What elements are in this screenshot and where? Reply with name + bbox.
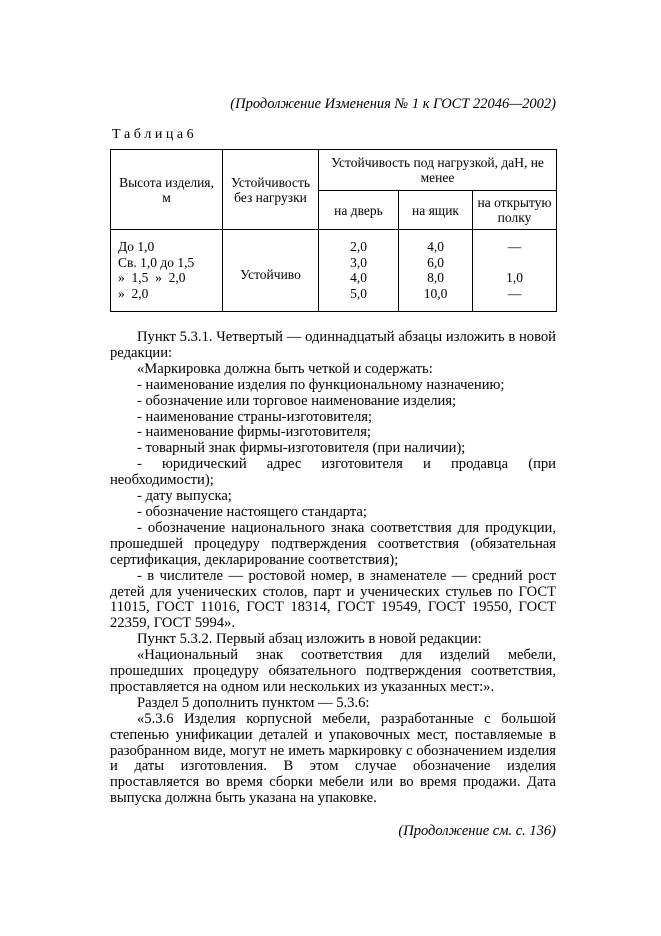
table-row xyxy=(111,255,557,271)
cell-drawer: 4,0 xyxy=(399,230,473,255)
cell-shelf: — xyxy=(473,286,557,312)
cell-height: » 1,5 » 2,0 xyxy=(111,270,223,286)
cell-drawer: 6,0 xyxy=(399,255,473,271)
body-paragraph: - в числителе — ростовой номер, в знаменателе — средний рост детей для ученических столов, парт и ученических стульев по ГОСТ 11015, ГОСТ 11016, ГОСТ 18314, ГОСТ 19549, ГОСТ 19550, ГОСТ 22359, ГОСТ 5994». xyxy=(110,567,556,632)
cell-door: 4,0 xyxy=(319,270,399,286)
cell-door: 2,0 xyxy=(319,230,399,255)
body-paragraph: - обозначение настоящего стандарта; xyxy=(137,503,367,520)
col-header-no-load: Устойчивость без нагрузки xyxy=(223,150,319,230)
cell-height: Св. 1,0 до 1,5 xyxy=(111,255,223,271)
table-6 xyxy=(110,149,557,312)
cell-door: 5,0 xyxy=(319,286,399,312)
cell-stability: Устойчиво xyxy=(223,230,319,312)
body-paragraph: - наименование фирмы-изготовителя; xyxy=(137,424,371,441)
body-paragraph: Пункт 5.3.2. Первый абзац изложить в новой редакции: xyxy=(137,631,482,648)
body-paragraph: - наименование страны-изготовителя; xyxy=(137,408,373,425)
col-header-load-group: Устойчивость под нагрузкой, даН, не менее xyxy=(319,150,557,191)
cell-door: 3,0 xyxy=(319,255,399,271)
body-paragraph: «5.3.6 Изделия корпусной мебели, разработанные с большой степенью унификации деталей и упаковочных мест, поставляемые в разобранном виде, могут не иметь маркировку с обозначением изделия и даты изготовления. В этом случае обозначение изделия проставляется во время сборки мебели или во время продажи. Дата выпуска должна быть указана на упаковке. xyxy=(110,710,556,807)
table-caption: Т а б л и ц а 6 xyxy=(112,127,194,142)
cell-drawer: 10,0 xyxy=(399,286,473,312)
col-header-door: на дверь xyxy=(319,191,399,230)
col-header-height: Высота изделия, м xyxy=(111,150,223,230)
cell-drawer: 8,0 xyxy=(399,270,473,286)
body-text xyxy=(110,330,556,807)
continuation-footer: (Продолжение см. с. 136) xyxy=(398,823,556,840)
continuation-header: (Продолжение Изменения № 1 к ГОСТ 22046—2002) xyxy=(230,96,556,112)
cell-shelf: 1,0 xyxy=(473,270,557,286)
col-header-drawer: на ящик xyxy=(399,191,473,230)
cell-shelf: — xyxy=(473,230,557,255)
col-header-open-shelf: на открытую полку xyxy=(473,191,557,230)
body-paragraph: - наименование изделия по функциональному назначению; xyxy=(137,376,505,393)
body-paragraph: Пункт 5.3.1. Четвертый — одиннадцатый абзацы изложить в новой редакции: xyxy=(110,329,556,361)
cell-shelf xyxy=(473,255,557,271)
body-paragraph: - обозначение национального знака соответствия для продукции, прошедшей процедуру подтверждения соответствия (обязательная сертификация, декларирование соответствия); xyxy=(110,519,556,568)
body-paragraph: «Национальный знак соответствия для изделий мебели, прошедших процедуру обязательного подтверждения соответствия, проставляется на одном или нескольких из указанных мест:». xyxy=(110,647,556,695)
page-content xyxy=(110,96,556,855)
body-paragraph: - товарный знак фирмы-изготовителя (при наличии); xyxy=(137,440,466,457)
body-paragraph: Раздел 5 дополнить пунктом — 5.3.6: xyxy=(137,694,370,711)
table-row xyxy=(111,286,557,312)
cell-height: До 1,0 xyxy=(111,230,223,255)
cell-height: » 2,0 xyxy=(111,286,223,312)
body-paragraph: - дату выпуска; xyxy=(137,488,232,505)
body-paragraph: «Маркировка должна быть четкой и содержать: xyxy=(137,360,433,377)
table-row xyxy=(111,230,557,255)
table-row xyxy=(111,270,557,286)
body-paragraph: - обозначение или торговое наименование изделия; xyxy=(137,392,457,409)
body-paragraph: - юридический адрес изготовителя и продавца (при необходимости); xyxy=(110,456,556,489)
